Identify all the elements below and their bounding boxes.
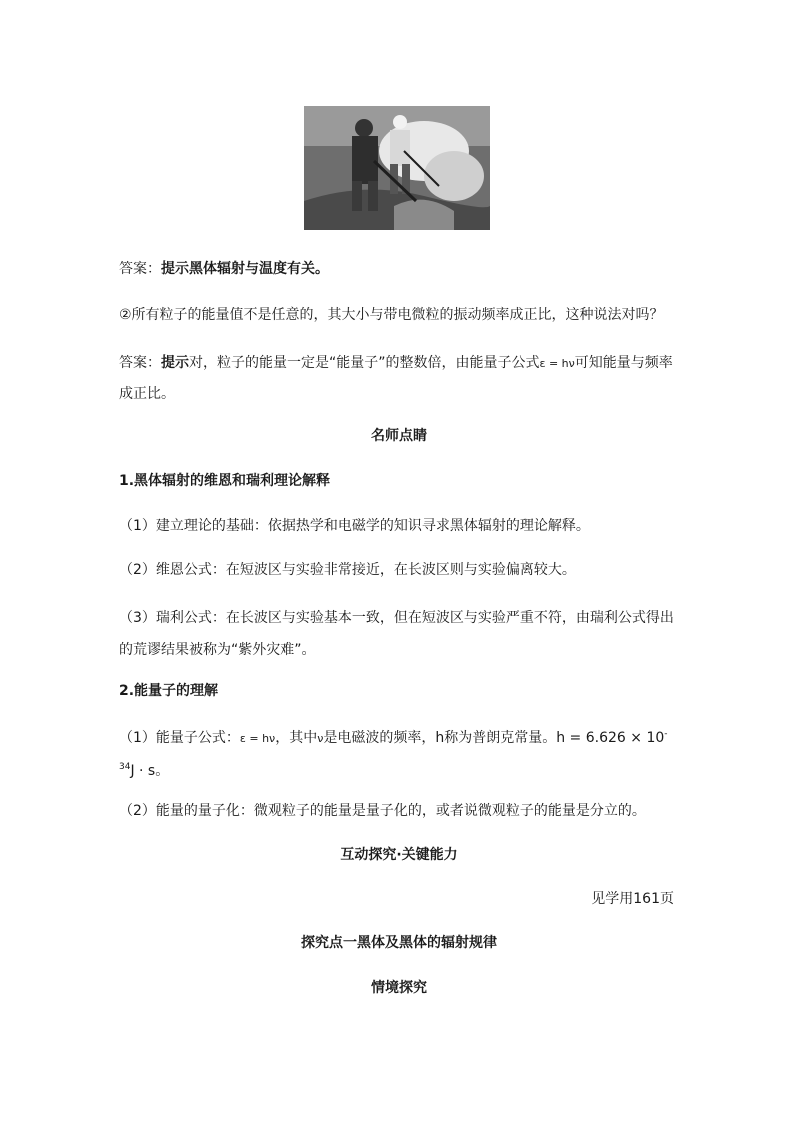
- workers-photo: [304, 106, 490, 230]
- section-title: 名师点睛: [371, 428, 427, 444]
- section3-title: 探究点一黑体及黑体的辐射规律: [301, 935, 497, 951]
- answer-hint: 提示: [161, 261, 189, 277]
- answer-prefix: 答案：: [119, 261, 161, 277]
- item-text: （1）能量子公式：: [119, 730, 240, 746]
- section4-title: 情境探究: [371, 980, 427, 996]
- energy-formula: ε = hν: [539, 357, 575, 370]
- item-1-2: （2）维恩公式：在短波区与实验非常接近，在长波区则与实验偏离较大。: [119, 562, 576, 578]
- answer-prefix: 答案：: [119, 355, 161, 371]
- exponent: -34: [119, 729, 668, 772]
- energy-formula: ε = hν: [239, 732, 276, 745]
- answer-text: 黑体辐射与温度有关。: [189, 261, 329, 277]
- unit: J · s。: [130, 763, 170, 779]
- answer-2: [119, 348, 679, 409]
- item-text: 是电磁波的频率，h称为普朗克常量。h = 6.626 × 10: [323, 730, 665, 746]
- heading-2: 2.能量子的理解: [119, 683, 219, 699]
- nu-symbol: ν: [317, 732, 324, 745]
- answer-1: [119, 256, 679, 282]
- answer-hint: 提示: [161, 355, 189, 371]
- page-reference: 见学用161页: [591, 891, 674, 907]
- item-text: ，其中: [275, 730, 318, 746]
- item-1-3: （3）瑞利公式：在长波区与实验基本一致，但在短波区与实验严重不符，由瑞利公式得出的荒谬结果被称为“紫外灾难”。: [119, 610, 674, 658]
- section2-title: 互动探究·关键能力: [340, 847, 458, 863]
- answer-text: 可知能量与频率成正比。: [119, 355, 673, 402]
- item-2-1: [119, 722, 679, 787]
- item-1-1: （1）建立理论的基础：依据热学和电磁学的知识寻求黑体辐射的理论解释。: [119, 518, 590, 534]
- answer-text: 对，粒子的能量一定是“能量子”的整数倍，由能量子公式: [189, 355, 540, 371]
- question-2: ②所有粒子的能量值不是任意的，其大小与带电微粒的振动频率成正比，这种说法对吗？: [119, 307, 664, 323]
- item-2-2: （2）能量的量子化：微观粒子的能量是量子化的，或者说微观粒子的能量是分立的。: [119, 803, 646, 819]
- heading-1: 1.黑体辐射的维恩和瑞利理论解释: [119, 473, 331, 489]
